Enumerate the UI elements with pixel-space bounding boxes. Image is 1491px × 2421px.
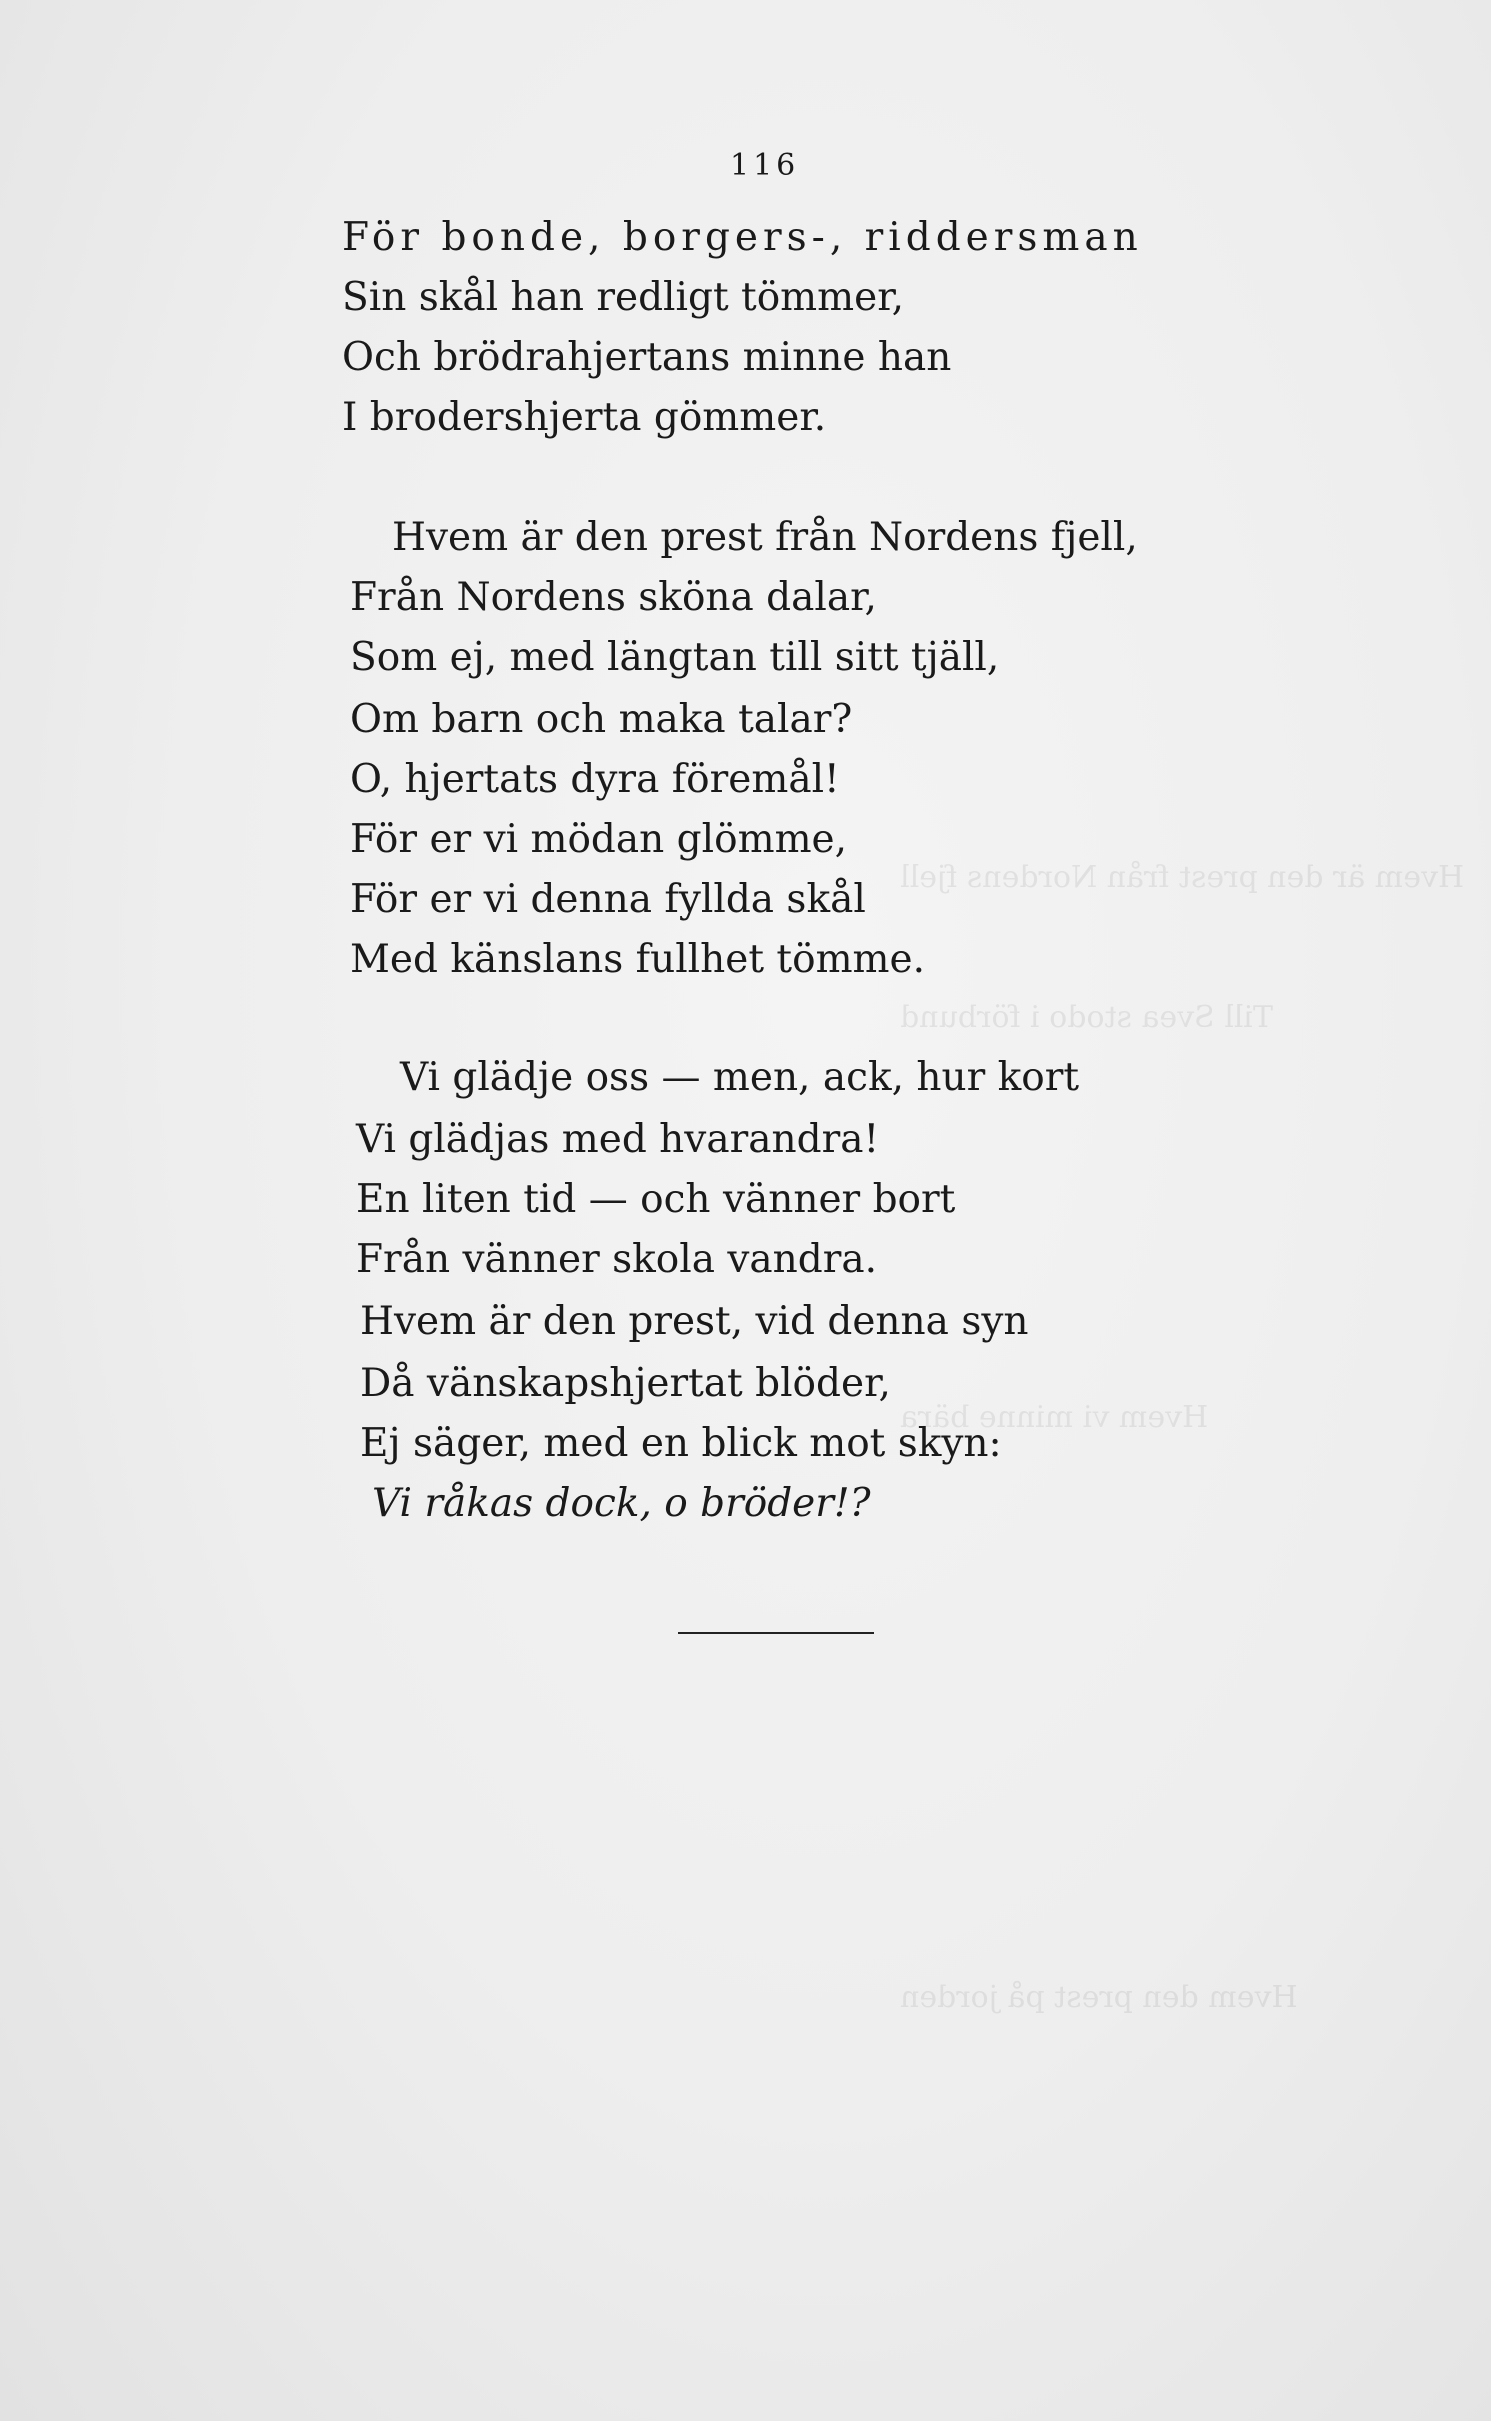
poem-line: För bonde, borgers-, riddersman (342, 215, 1143, 260)
bleed-through-text: Hvem vi minne bära (900, 1400, 1209, 1435)
section-divider-rule (678, 1632, 874, 1634)
poem-line: Sin skål han redligt tömmer, (342, 275, 904, 320)
poem-line: O, hjertats dyra föremål! (350, 757, 840, 802)
poem-line: Hvem är den prest från Nordens fjell, (392, 515, 1138, 560)
poem-line: Hvem är den prest, vid denna syn (360, 1299, 1029, 1344)
poem-line: Ej säger, med en blick mot skyn: (360, 1421, 1002, 1466)
poem-line: Från vänner skola vandra. (356, 1237, 878, 1282)
bleed-through-text: Hvem den prest på jorden (900, 1980, 1298, 2015)
poem-line: I brodershjerta gömmer. (342, 395, 827, 440)
poem-line: Vi glädjas med hvarandra! (356, 1117, 880, 1162)
poem-line: Och brödrahjertans minne han (342, 335, 952, 380)
poem-line: En liten tid — och vänner bort (356, 1177, 956, 1222)
poem-line: Med känslans fullhet tömme. (350, 937, 926, 982)
poem-line: Som ej, med längtan till sitt tjäll, (350, 635, 1000, 680)
poem-line: För er vi mödan glömme, (350, 817, 848, 862)
poem-line: Då vänskapshjertat blöder, (360, 1361, 891, 1406)
poem-line: Vi glädje oss — men, ack, hur kort (400, 1055, 1080, 1100)
poem-line: Om barn och maka talar? (350, 697, 853, 742)
poem-line: För er vi denna fyllda skål (350, 877, 866, 922)
poem-line: Vi råkas dock, o bröder!? (372, 1481, 871, 1526)
page-number: 116 (730, 148, 800, 183)
bleed-through-text: Till Svea stodo i förbund (900, 1000, 1274, 1035)
poem-line: Från Nordens sköna dalar, (350, 575, 877, 620)
bleed-through-text: Hvem är den prest från Nordens fjell (900, 860, 1465, 895)
